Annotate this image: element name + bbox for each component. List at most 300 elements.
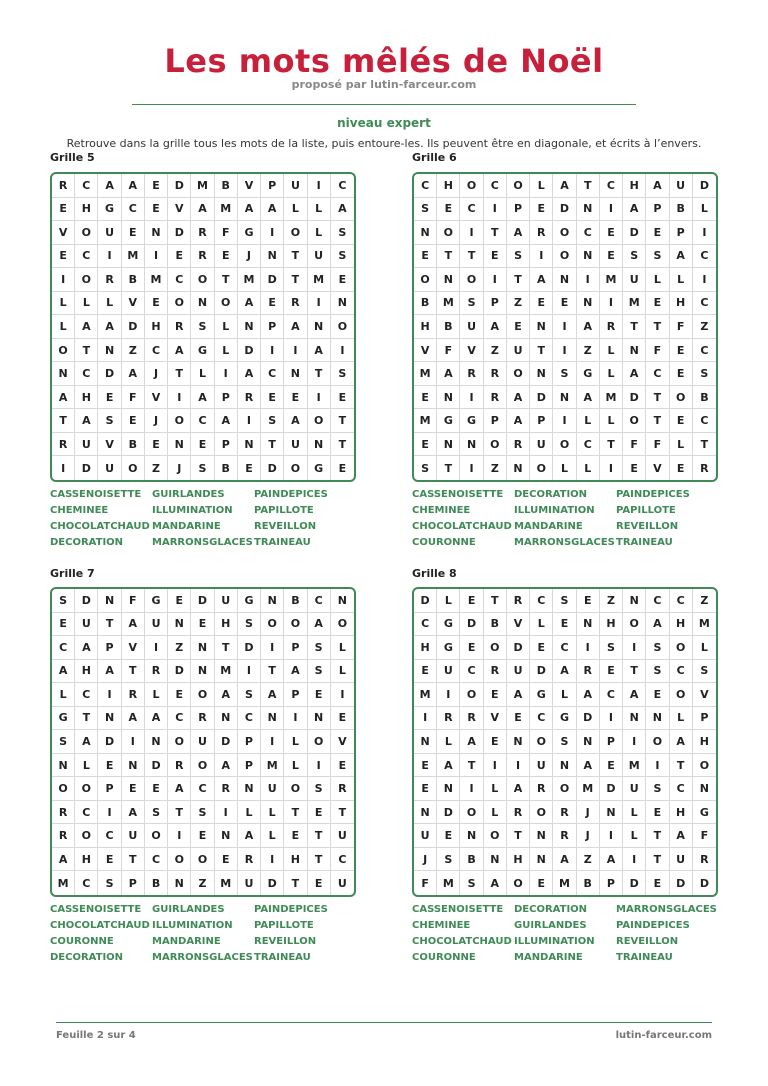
grid-cell: Z <box>693 315 716 339</box>
grid-cell: F <box>646 433 669 457</box>
grid-cell: D <box>75 589 98 613</box>
grid-cell: R <box>600 315 623 339</box>
grid-cell: Z <box>693 589 716 613</box>
grid-cell: L <box>75 292 98 316</box>
grid-cell: L <box>577 456 600 480</box>
grid-cell: G <box>437 636 460 660</box>
grid-cell: A <box>507 683 530 707</box>
grid-cell: F <box>670 315 693 339</box>
grid-cell: E <box>122 409 145 433</box>
grid-cell: O <box>507 871 530 895</box>
grid-cell: I <box>238 660 261 684</box>
grid-cell: A <box>98 315 121 339</box>
grid-cell: C <box>75 683 98 707</box>
grid-cell: T <box>670 754 693 778</box>
word-item: MARRONSGLACES <box>152 952 253 963</box>
word-item: REVEILLON <box>616 936 679 947</box>
grid-cell: J <box>168 456 191 480</box>
grid-cell: A <box>215 409 238 433</box>
grid-cell: E <box>414 433 437 457</box>
grid-cell: V <box>693 683 716 707</box>
grid-cell: O <box>414 268 437 292</box>
grid-cell: A <box>577 683 600 707</box>
grid-cell: D <box>577 707 600 731</box>
grid-cell: A <box>122 174 145 198</box>
grid-cell: E <box>308 683 331 707</box>
grid-cell: C <box>646 362 669 386</box>
grid-cell: M <box>215 871 238 895</box>
word-item: DECORATION <box>50 952 124 963</box>
grid-cell: E <box>414 754 437 778</box>
grid-cell: R <box>52 824 75 848</box>
grid-cell: N <box>145 730 168 754</box>
grid-cell: N <box>284 362 307 386</box>
grid-cell: M <box>238 268 261 292</box>
grid-cell: A <box>284 660 307 684</box>
grille-title: Grille 7 <box>50 567 95 580</box>
grid-cell: T <box>693 433 716 457</box>
grid-cell: A <box>670 245 693 269</box>
grid-cell: A <box>145 707 168 731</box>
grid-cell: S <box>331 362 354 386</box>
grid-cell: N <box>507 730 530 754</box>
word-item: MARRONSGLACES <box>616 904 717 915</box>
grid-cell: N <box>215 824 238 848</box>
grid-cell: S <box>460 292 483 316</box>
grid-cell: D <box>145 754 168 778</box>
grid-cell: A <box>122 362 145 386</box>
grid-cell: E <box>52 198 75 222</box>
grid-cell: U <box>623 777 646 801</box>
grid-cell: O <box>331 315 354 339</box>
word-item: REVEILLON <box>616 521 679 532</box>
grid-cell: L <box>238 801 261 825</box>
grid-cell: Z <box>191 871 214 895</box>
grid-cell: C <box>122 198 145 222</box>
grid-cell: T <box>331 801 354 825</box>
grid-cell: Z <box>484 456 507 480</box>
grid-cell: Z <box>577 848 600 872</box>
grid-cell: P <box>670 221 693 245</box>
grid-cell: N <box>623 339 646 363</box>
grid-cell: D <box>168 660 191 684</box>
grid-cell: A <box>600 848 623 872</box>
grid-cell: H <box>75 660 98 684</box>
grid-cell: S <box>646 660 669 684</box>
grid-cell: J <box>145 409 168 433</box>
grid-cell: J <box>238 245 261 269</box>
grid-cell: G <box>98 198 121 222</box>
grid-cell: E <box>484 730 507 754</box>
grid-cell: I <box>122 730 145 754</box>
grid-cell: M <box>553 871 576 895</box>
grid-cell: N <box>52 754 75 778</box>
grid-cell: S <box>507 245 530 269</box>
grid-cell: D <box>238 339 261 363</box>
grid-cell: J <box>414 848 437 872</box>
grid-cell: T <box>646 386 669 410</box>
grid-cell: T <box>460 245 483 269</box>
grid-cell: L <box>600 362 623 386</box>
grid-cell: A <box>191 198 214 222</box>
grid-cell: E <box>338 461 347 475</box>
grid-cell: A <box>52 848 75 872</box>
grid-cell: N <box>530 362 553 386</box>
grid-cell: T <box>530 339 553 363</box>
grid-cell: F <box>122 386 145 410</box>
grid-cell: B <box>414 292 437 316</box>
grille-title: Grille 6 <box>412 151 457 164</box>
grid-cell: I <box>308 386 331 410</box>
grid-cell: L <box>530 174 553 198</box>
grid-cell: S <box>646 245 669 269</box>
grid-cell: C <box>460 198 483 222</box>
grid-cell: D <box>699 876 709 890</box>
grid-cell: N <box>484 848 507 872</box>
grid-cell: V <box>98 433 121 457</box>
grid-cell: E <box>122 221 145 245</box>
grid-cell: S <box>414 198 437 222</box>
grid-cell: V <box>331 730 354 754</box>
grid-cell: M <box>623 754 646 778</box>
grid-cell: E <box>145 433 168 457</box>
grid-cell: T <box>623 315 646 339</box>
grid-cell: A <box>646 613 669 637</box>
word-item: DECORATION <box>514 489 588 500</box>
grid-cell: E <box>284 824 307 848</box>
word-grid <box>50 172 356 482</box>
grid-cell: C <box>670 589 693 613</box>
grid-cell: G <box>530 683 553 707</box>
grid-cell: S <box>460 871 483 895</box>
grid-cell: J <box>577 824 600 848</box>
word-item: CHEMINEE <box>412 505 471 516</box>
grid-cell: E <box>308 801 331 825</box>
grid-cell: I <box>145 636 168 660</box>
grid-cell: Z <box>577 339 600 363</box>
grid-cell: G <box>437 409 460 433</box>
grid-cell: C <box>261 362 284 386</box>
grid-cell: I <box>484 198 507 222</box>
grid-cell: R <box>168 754 191 778</box>
grid-cell: R <box>238 386 261 410</box>
grid-cell: A <box>623 362 646 386</box>
word-item: TRAINEAU <box>616 537 673 548</box>
grid-cell: C <box>331 174 354 198</box>
grid-cell: O <box>75 777 98 801</box>
grid-cell: M <box>52 871 75 895</box>
grid-cell: R <box>700 461 709 475</box>
grid-cell: N <box>437 777 460 801</box>
word-item: ILLUMINATION <box>152 920 233 931</box>
grid-cell: R <box>437 707 460 731</box>
grid-cell: T <box>284 801 307 825</box>
grid-cell: E <box>331 386 354 410</box>
grid-cell: V <box>168 198 191 222</box>
grid-cell: G <box>693 801 716 825</box>
grid-cell: L <box>191 362 214 386</box>
grid-cell: E <box>553 292 576 316</box>
word-item: REVEILLON <box>254 521 317 532</box>
grid-cell: E <box>577 589 600 613</box>
grid-cell: A <box>168 339 191 363</box>
grille-title: Grille 8 <box>412 567 457 580</box>
grid-cell: E <box>145 174 168 198</box>
grid-cell: T <box>284 245 307 269</box>
grid-cell: T <box>646 315 669 339</box>
grid-cell: I <box>98 683 121 707</box>
grid-cell: I <box>168 386 191 410</box>
grid-cell: D <box>600 777 623 801</box>
grid-cell: A <box>507 409 530 433</box>
page-subtitle: proposé par lutin-farceur.com <box>291 78 477 91</box>
grid-cell: E <box>484 245 507 269</box>
grid-cell: U <box>145 613 168 637</box>
grid-cell: T <box>98 613 121 637</box>
grid-cell: E <box>98 848 121 872</box>
grid-cell: N <box>308 707 331 731</box>
word-item: PAINDEPICES <box>254 489 328 500</box>
grid-cell: S <box>52 589 75 613</box>
grid-cell: T <box>168 362 191 386</box>
grid-cell: N <box>553 386 576 410</box>
grid-cell: S <box>261 409 284 433</box>
grid-cell: R <box>484 660 507 684</box>
grid-cell: O <box>460 683 483 707</box>
grid-cell: E <box>215 245 238 269</box>
grid-cell: C <box>693 292 716 316</box>
grid-cell: T <box>215 636 238 660</box>
grid-cell: I <box>530 245 553 269</box>
grid-cell: M <box>191 174 214 198</box>
grid-cell: D <box>553 198 576 222</box>
grid-cell: C <box>600 683 623 707</box>
grid-cell: C <box>191 409 214 433</box>
grid-cell: U <box>670 174 693 198</box>
grid-cell: O <box>670 386 693 410</box>
grid-cell: M <box>414 362 437 386</box>
grid-cell: E <box>261 292 284 316</box>
grid-cell: N <box>414 221 437 245</box>
grid-cell: B <box>670 198 693 222</box>
grid-cell: N <box>308 433 331 457</box>
grid-cell: M <box>600 386 623 410</box>
grid-cell: E <box>191 824 214 848</box>
grid-cell: H <box>215 613 238 637</box>
grid-cell: T <box>308 824 331 848</box>
grid-cell: C <box>75 871 98 895</box>
word-item: PAPILLOTE <box>254 505 314 516</box>
grid-cell: B <box>215 456 238 480</box>
grid-cell: C <box>98 824 121 848</box>
grid-cell: A <box>484 871 507 895</box>
word-item: MANDARINE <box>514 952 583 963</box>
grid-cell: D <box>460 613 483 637</box>
grid-cell: R <box>331 777 354 801</box>
grid-cell: P <box>284 683 307 707</box>
grid-cell: A <box>238 198 261 222</box>
grid-cell: F <box>215 221 238 245</box>
grid-cell: I <box>507 754 530 778</box>
grid-cell: T <box>646 409 669 433</box>
grid-cell: Z <box>122 339 145 363</box>
grid-cell: E <box>98 386 121 410</box>
grid-cell: S <box>52 730 75 754</box>
word-item: GUIRLANDES <box>152 904 225 915</box>
grid-cell: R <box>191 221 214 245</box>
grid-cell: E <box>530 292 553 316</box>
grid-cell: N <box>238 315 261 339</box>
grid-cell: T <box>600 433 623 457</box>
grid-cell: S <box>238 683 261 707</box>
word-list <box>50 487 370 551</box>
grid-cell: E <box>191 613 214 637</box>
grid-cell: I <box>284 339 307 363</box>
grid-cell: L <box>331 636 354 660</box>
grid-cell: D <box>693 174 716 198</box>
grid-cell: A <box>623 198 646 222</box>
grid-cell: I <box>308 754 331 778</box>
grid-cell: P <box>693 707 716 731</box>
grid-cell: R <box>284 292 307 316</box>
grid-cell: N <box>437 268 460 292</box>
grid-cell: C <box>75 362 98 386</box>
grid-cell: E <box>414 386 437 410</box>
grid-cell: L <box>600 409 623 433</box>
grid-cell: S <box>145 801 168 825</box>
grid-cell: A <box>122 801 145 825</box>
grid-cell: R <box>530 777 553 801</box>
grid-cell: E <box>460 589 483 613</box>
grid-cell: I <box>553 315 576 339</box>
grid-cell: O <box>75 221 98 245</box>
grid-cell: L <box>52 292 75 316</box>
grid-cell: O <box>331 613 354 637</box>
grid-cell: R <box>52 433 75 457</box>
grid-cell: U <box>98 221 121 245</box>
grid-cell: D <box>414 589 437 613</box>
grid-cell: L <box>577 409 600 433</box>
grid-cell: O <box>507 362 530 386</box>
grid-cell: I <box>331 339 354 363</box>
grid-cell: I <box>600 292 623 316</box>
grid-cell: T <box>331 409 354 433</box>
grid-cell: B <box>122 433 145 457</box>
grid-cell: V <box>460 339 483 363</box>
grid-cell: S <box>646 636 669 660</box>
grid-cell: I <box>98 245 121 269</box>
grid-cell: C <box>530 589 553 613</box>
grid-cell: T <box>507 268 530 292</box>
grid-cell: B <box>693 386 716 410</box>
word-item: MANDARINE <box>152 936 221 947</box>
grid-cell: G <box>191 339 214 363</box>
grid-cell: S <box>600 636 623 660</box>
grid-cell: R <box>507 801 530 825</box>
grid-cell: H <box>670 292 693 316</box>
grid-cell: A <box>52 660 75 684</box>
grid-cell: C <box>577 433 600 457</box>
grid-cell: R <box>52 174 75 198</box>
grid-cell: E <box>530 198 553 222</box>
grid-cell: O <box>693 754 716 778</box>
grid-cell: U <box>530 433 553 457</box>
grid-cell: C <box>646 589 669 613</box>
grid-cell: L <box>437 589 460 613</box>
grid-cell: E <box>414 777 437 801</box>
grid-cell: Z <box>600 589 623 613</box>
grid-cell: N <box>530 848 553 872</box>
grid-cell: S <box>98 871 121 895</box>
grid-cell: U <box>238 871 261 895</box>
grid-cell: H <box>600 613 623 637</box>
word-item: MARRONSGLACES <box>152 537 253 548</box>
grid-cell: O <box>168 848 191 872</box>
grid-cell: N <box>577 613 600 637</box>
grid-cell: L <box>693 198 716 222</box>
grid-cell: L <box>670 433 693 457</box>
grid-cell: I <box>623 848 646 872</box>
grid-cell: D <box>623 386 646 410</box>
grid-cell: C <box>693 409 716 433</box>
grid-cell: O <box>460 801 483 825</box>
grid-cell: D <box>191 589 214 613</box>
grid-cell: E <box>646 221 669 245</box>
grid-cell: U <box>507 660 530 684</box>
grid-cell: S <box>437 848 460 872</box>
grid-cell: D <box>670 871 693 895</box>
grid-cell: S <box>553 730 576 754</box>
grid-cell: I <box>414 707 437 731</box>
grid-cell: O <box>484 636 507 660</box>
grid-cell: D <box>530 386 553 410</box>
site-link[interactable]: lutin-farceur.com <box>615 1030 712 1041</box>
grid-cell: D <box>261 871 284 895</box>
grid-cell: D <box>168 221 191 245</box>
grid-cell: O <box>191 683 214 707</box>
grid-cell: L <box>215 315 238 339</box>
grid-cell: D <box>623 221 646 245</box>
grid-cell: U <box>284 174 307 198</box>
grid-cell: P <box>238 754 261 778</box>
grid-cell: E <box>460 636 483 660</box>
grid-cell: N <box>238 433 261 457</box>
grid-cell: I <box>553 339 576 363</box>
grid-cell: G <box>238 589 261 613</box>
word-item: MARRONSGLACES <box>514 537 615 548</box>
grid-cell: A <box>122 613 145 637</box>
grid-cell: E <box>670 362 693 386</box>
grid-cell: P <box>261 174 284 198</box>
word-item: PAPILLOTE <box>254 920 314 931</box>
grid-cell: O <box>553 245 576 269</box>
word-item: CHEMINEE <box>412 920 471 931</box>
grid-cell: T <box>484 589 507 613</box>
grid-cell: P <box>215 386 238 410</box>
grid-cell: A <box>553 174 576 198</box>
grid-cell: M <box>122 245 145 269</box>
grid-cell: A <box>670 730 693 754</box>
grid-cell: L <box>437 730 460 754</box>
grid-cell: A <box>308 339 331 363</box>
grid-cell: H <box>670 613 693 637</box>
grid-cell: G <box>577 362 600 386</box>
grid-cell: E <box>52 245 75 269</box>
grid-cell: V <box>238 174 261 198</box>
grid-cell: E <box>52 613 75 637</box>
word-item: TRAINEAU <box>254 537 311 548</box>
grid-cell: L <box>670 707 693 731</box>
